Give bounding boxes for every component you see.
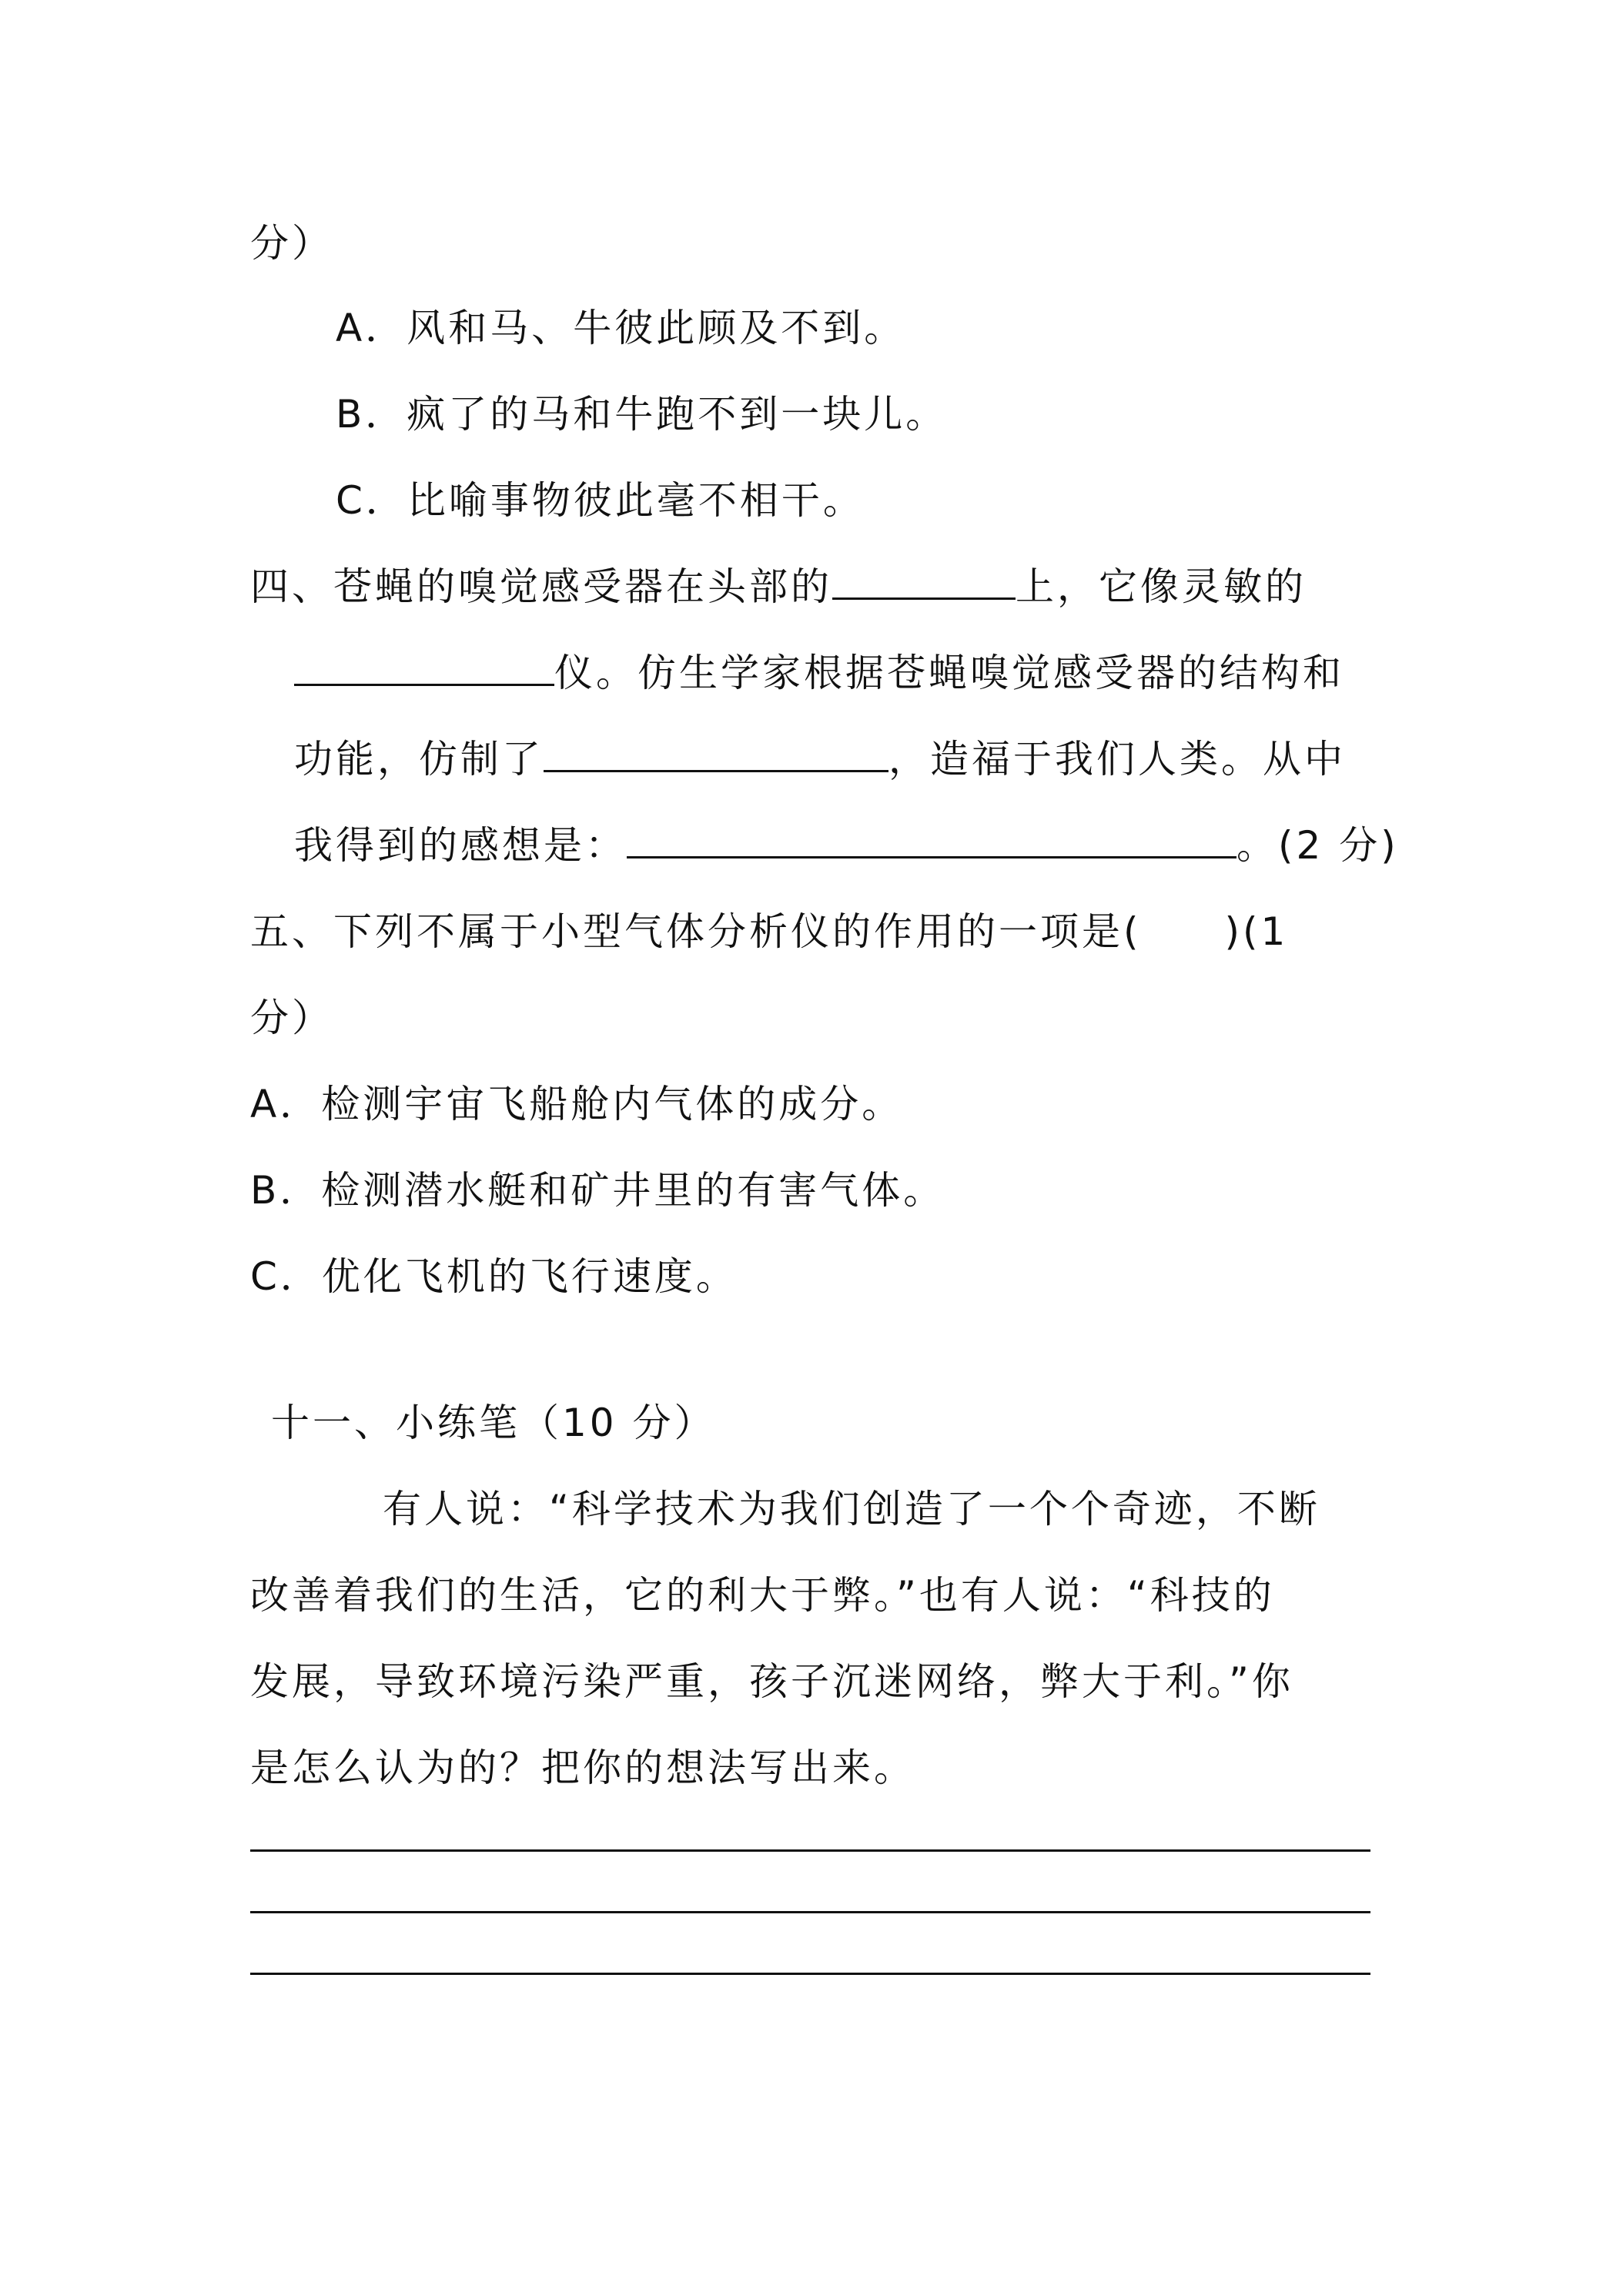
q4-line-4	[294, 822, 1399, 869]
q5-option-a: A．检测宇宙飞船舱内气体的成分。	[250, 1082, 904, 1126]
q4-line4-text-a: 我得到的感想是：	[294, 823, 627, 868]
writing-line[interactable]	[250, 1973, 1370, 1975]
q4-blank-organ[interactable]	[832, 564, 1016, 600]
q4-line4-text-b: 。(2 分)	[1236, 823, 1399, 868]
q4-line-2	[294, 650, 1344, 696]
q4-line2-text: 仪。仿生学家根据苍蝇嗅觉感受器的结构和	[554, 651, 1344, 695]
q5-question: 五、下列不属于小型气体分析仪的作用的一项是( )(1	[250, 909, 1289, 954]
q4-blank-invention[interactable]	[544, 736, 888, 772]
q5-option-b: B．检测潜水艇和矿井里的有害气体。	[250, 1168, 945, 1213]
section-11-paragraph-line-4: 是怎么认为的？把你的想法写出来。	[250, 1745, 915, 1790]
q3-option-b: B．疯了的马和牛跑不到一块儿。	[336, 392, 948, 437]
section-11-paragraph-line-2: 改善着我们的生活，它的利大于弊。”也有人说：“科技的	[250, 1573, 1275, 1618]
q3-option-a: A．风和马、牛彼此顾及不到。	[336, 306, 906, 350]
q4-blank-thoughts[interactable]	[627, 822, 1236, 858]
q4-line-1	[250, 564, 1307, 610]
q4-line1-text-b: 上，它像灵敏的	[1016, 564, 1307, 609]
writing-line[interactable]	[250, 1849, 1370, 1852]
q3-tail: 分）	[250, 221, 333, 266]
q5-question-tail: 分）	[250, 996, 333, 1040]
section-11-paragraph-line-3: 发展，导致环境污染严重，孩子沉迷网络，弊大于利。”你	[250, 1659, 1293, 1704]
q4-blank-instrument[interactable]	[294, 650, 554, 686]
q5-option-c: C．优化飞机的飞行速度。	[250, 1254, 738, 1299]
writing-line[interactable]	[250, 1911, 1370, 1913]
q3-option-c: C．比喻事物彼此毫不相干。	[336, 478, 865, 523]
section-11-heading: 十一、小练笔（10 分）	[271, 1401, 716, 1445]
section-11-paragraph-line-1: 有人说：“科学技术为我们创造了一个个奇迹，不断	[383, 1487, 1320, 1531]
q4-line-3	[294, 736, 1346, 782]
q4-line3-text-a: 功能，仿制了	[294, 737, 544, 782]
q4-line1-text-a: 四、苍蝇的嗅觉感受器在头部的	[250, 564, 832, 609]
q4-line3-text-b: ，造福于我们人类。从中	[888, 737, 1346, 782]
